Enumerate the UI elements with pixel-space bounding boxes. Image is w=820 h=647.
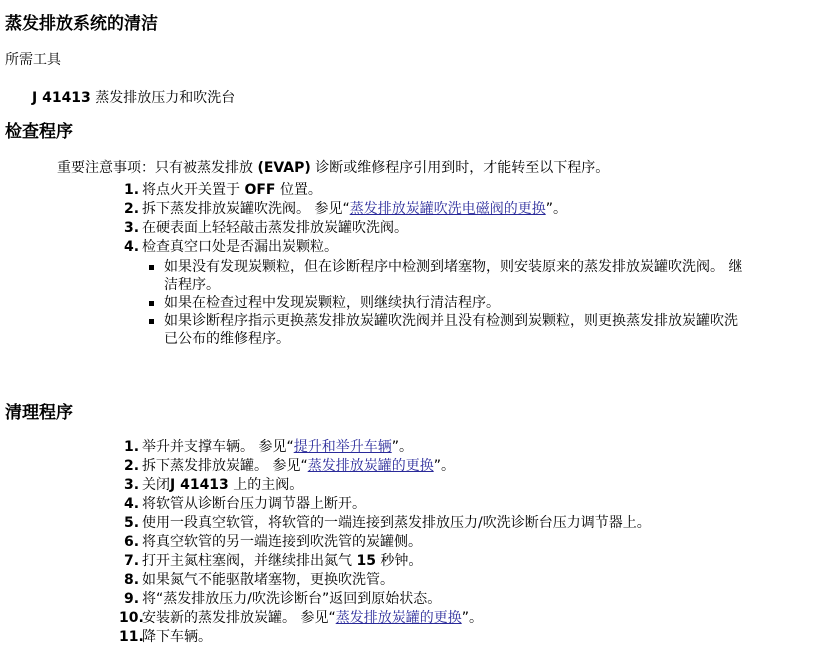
tools-label: 所需工具	[5, 52, 61, 68]
list-item	[124, 552, 651, 571]
bullet-item	[145, 294, 820, 312]
step-text: 安装新的蒸发排放炭罐。 参见“	[142, 610, 336, 626]
link-canister-replacement[interactable]: 蒸发排放炭罐的更换	[307, 458, 434, 474]
step-text: 在硬表面上轻轻敲击蒸发排放炭罐吹洗阀。	[142, 220, 408, 236]
step-number: 5.	[124, 515, 140, 531]
step-number: 3.	[124, 477, 140, 493]
step-number: 10.	[119, 610, 144, 626]
list-item	[124, 200, 567, 219]
inspection-steps	[124, 181, 567, 257]
bullet-text: 如果诊断程序指示更换蒸发排放炭罐吹洗阀并且没有检测到炭颗粒，则更换蒸发排放炭罐吹洗	[164, 313, 738, 329]
list-item	[119, 628, 651, 647]
important-note	[57, 157, 609, 177]
step-number: 11.	[119, 629, 144, 645]
tool-item	[32, 87, 235, 107]
step-text: 将真空软管的另一端连接到吹洗管的炭罐侧。	[142, 534, 422, 550]
step-number: 2.	[124, 458, 140, 474]
list-item	[124, 181, 567, 200]
bullet-text: 洁程序。	[164, 277, 220, 293]
list-item	[124, 457, 651, 476]
step-number: 2.	[124, 201, 140, 217]
tool-code: J 41413	[32, 90, 91, 106]
bullet-item	[145, 312, 820, 348]
list-item	[119, 609, 651, 628]
step-text: 将“蒸发排放压力/吹洗诊断台”返回到原始状态。	[142, 591, 442, 607]
step-text: ”。	[545, 201, 567, 217]
cleaning-steps	[119, 438, 651, 647]
step-number: 8.	[124, 572, 140, 588]
step-text: 使用一段真空软管，将软管的一端连接到蒸发排放压力/吹洗诊断台压力调节器上。	[142, 515, 651, 531]
note-evap: (EVAP)	[257, 160, 311, 176]
step-text: 关闭	[142, 477, 170, 493]
step-text: 秒钟。	[380, 553, 423, 569]
step-number: 4.	[124, 239, 140, 255]
step-text: 拆下蒸发排放炭罐吹洗阀。 参见“	[142, 201, 350, 217]
bullet-text: 已公布的维修程序。	[164, 331, 290, 347]
step-text: 拆下蒸发排放炭罐。 参见“	[142, 458, 308, 474]
list-item	[124, 495, 651, 514]
bullet-icon	[149, 265, 154, 270]
step-bold: 15	[356, 553, 376, 569]
list-item	[124, 238, 567, 257]
inspection-heading: 检查程序	[5, 122, 73, 142]
list-item	[124, 219, 567, 238]
step-text: 打开主氮柱塞阀，并继续排出氮气	[142, 553, 352, 569]
list-item	[124, 438, 651, 457]
step-bold: OFF	[244, 182, 276, 198]
step-number: 7.	[124, 553, 140, 569]
list-item	[124, 476, 651, 495]
step-text: 将点火开关置于	[142, 182, 240, 198]
list-item	[124, 571, 651, 590]
bullet-icon	[149, 319, 154, 324]
inspection-bullets	[145, 258, 820, 348]
list-item	[124, 590, 651, 609]
step-number: 3.	[124, 220, 140, 236]
list-item	[124, 514, 651, 533]
link-new-canister-replacement[interactable]: 蒸发排放炭罐的更换	[335, 610, 462, 626]
step-text: 将软管从诊断台压力调节器上断开。	[142, 496, 366, 512]
link-purge-solenoid-replacement[interactable]: 蒸发排放炭罐吹洗电磁阀的更换	[349, 201, 546, 217]
step-text: 上的主阀。	[233, 477, 304, 493]
bullet-icon	[149, 301, 154, 306]
step-bold: J 41413	[170, 477, 229, 493]
tool-name: 蒸发排放压力和吹洗台	[95, 90, 236, 106]
step-text: ”。	[461, 610, 483, 626]
bullet-text: 如果在检查过程中发现炭颗粒，则继续执行清洁程序。	[164, 295, 500, 311]
step-text: ”。	[433, 458, 455, 474]
step-number: 6.	[124, 534, 140, 550]
bullet-item	[145, 258, 820, 294]
note-prefix: 重要注意事项：只有被蒸发排放	[57, 160, 253, 176]
note-suffix: 诊断或维修程序引用到时，才能转至以下程序。	[315, 160, 610, 176]
list-item	[124, 533, 651, 552]
step-text: 如果氮气不能驱散堵塞物，更换吹洗管。	[142, 572, 394, 588]
bullet-text: 如果没有发现炭颗粒，但在诊断程序中检测到堵塞物，则安装原来的蒸发排放炭罐吹洗阀。 继	[164, 259, 743, 275]
step-text: 举升并支撑车辆。 参见“	[142, 439, 294, 455]
step-number: 9.	[124, 591, 140, 607]
cleaning-heading: 清理程序	[5, 403, 73, 423]
step-text: ”。	[391, 439, 413, 455]
step-number: 4.	[124, 496, 140, 512]
link-lift-vehicle[interactable]: 提升和举升车辆	[293, 439, 392, 455]
page-title: 蒸发排放系统的清洁	[5, 14, 158, 34]
step-number: 1.	[124, 182, 140, 198]
step-text: 检查真空口处是否漏出炭颗粒。	[142, 239, 338, 255]
step-text: 位置。	[279, 182, 322, 198]
step-number: 1.	[124, 439, 140, 455]
step-text: 降下车辆。	[142, 629, 212, 645]
